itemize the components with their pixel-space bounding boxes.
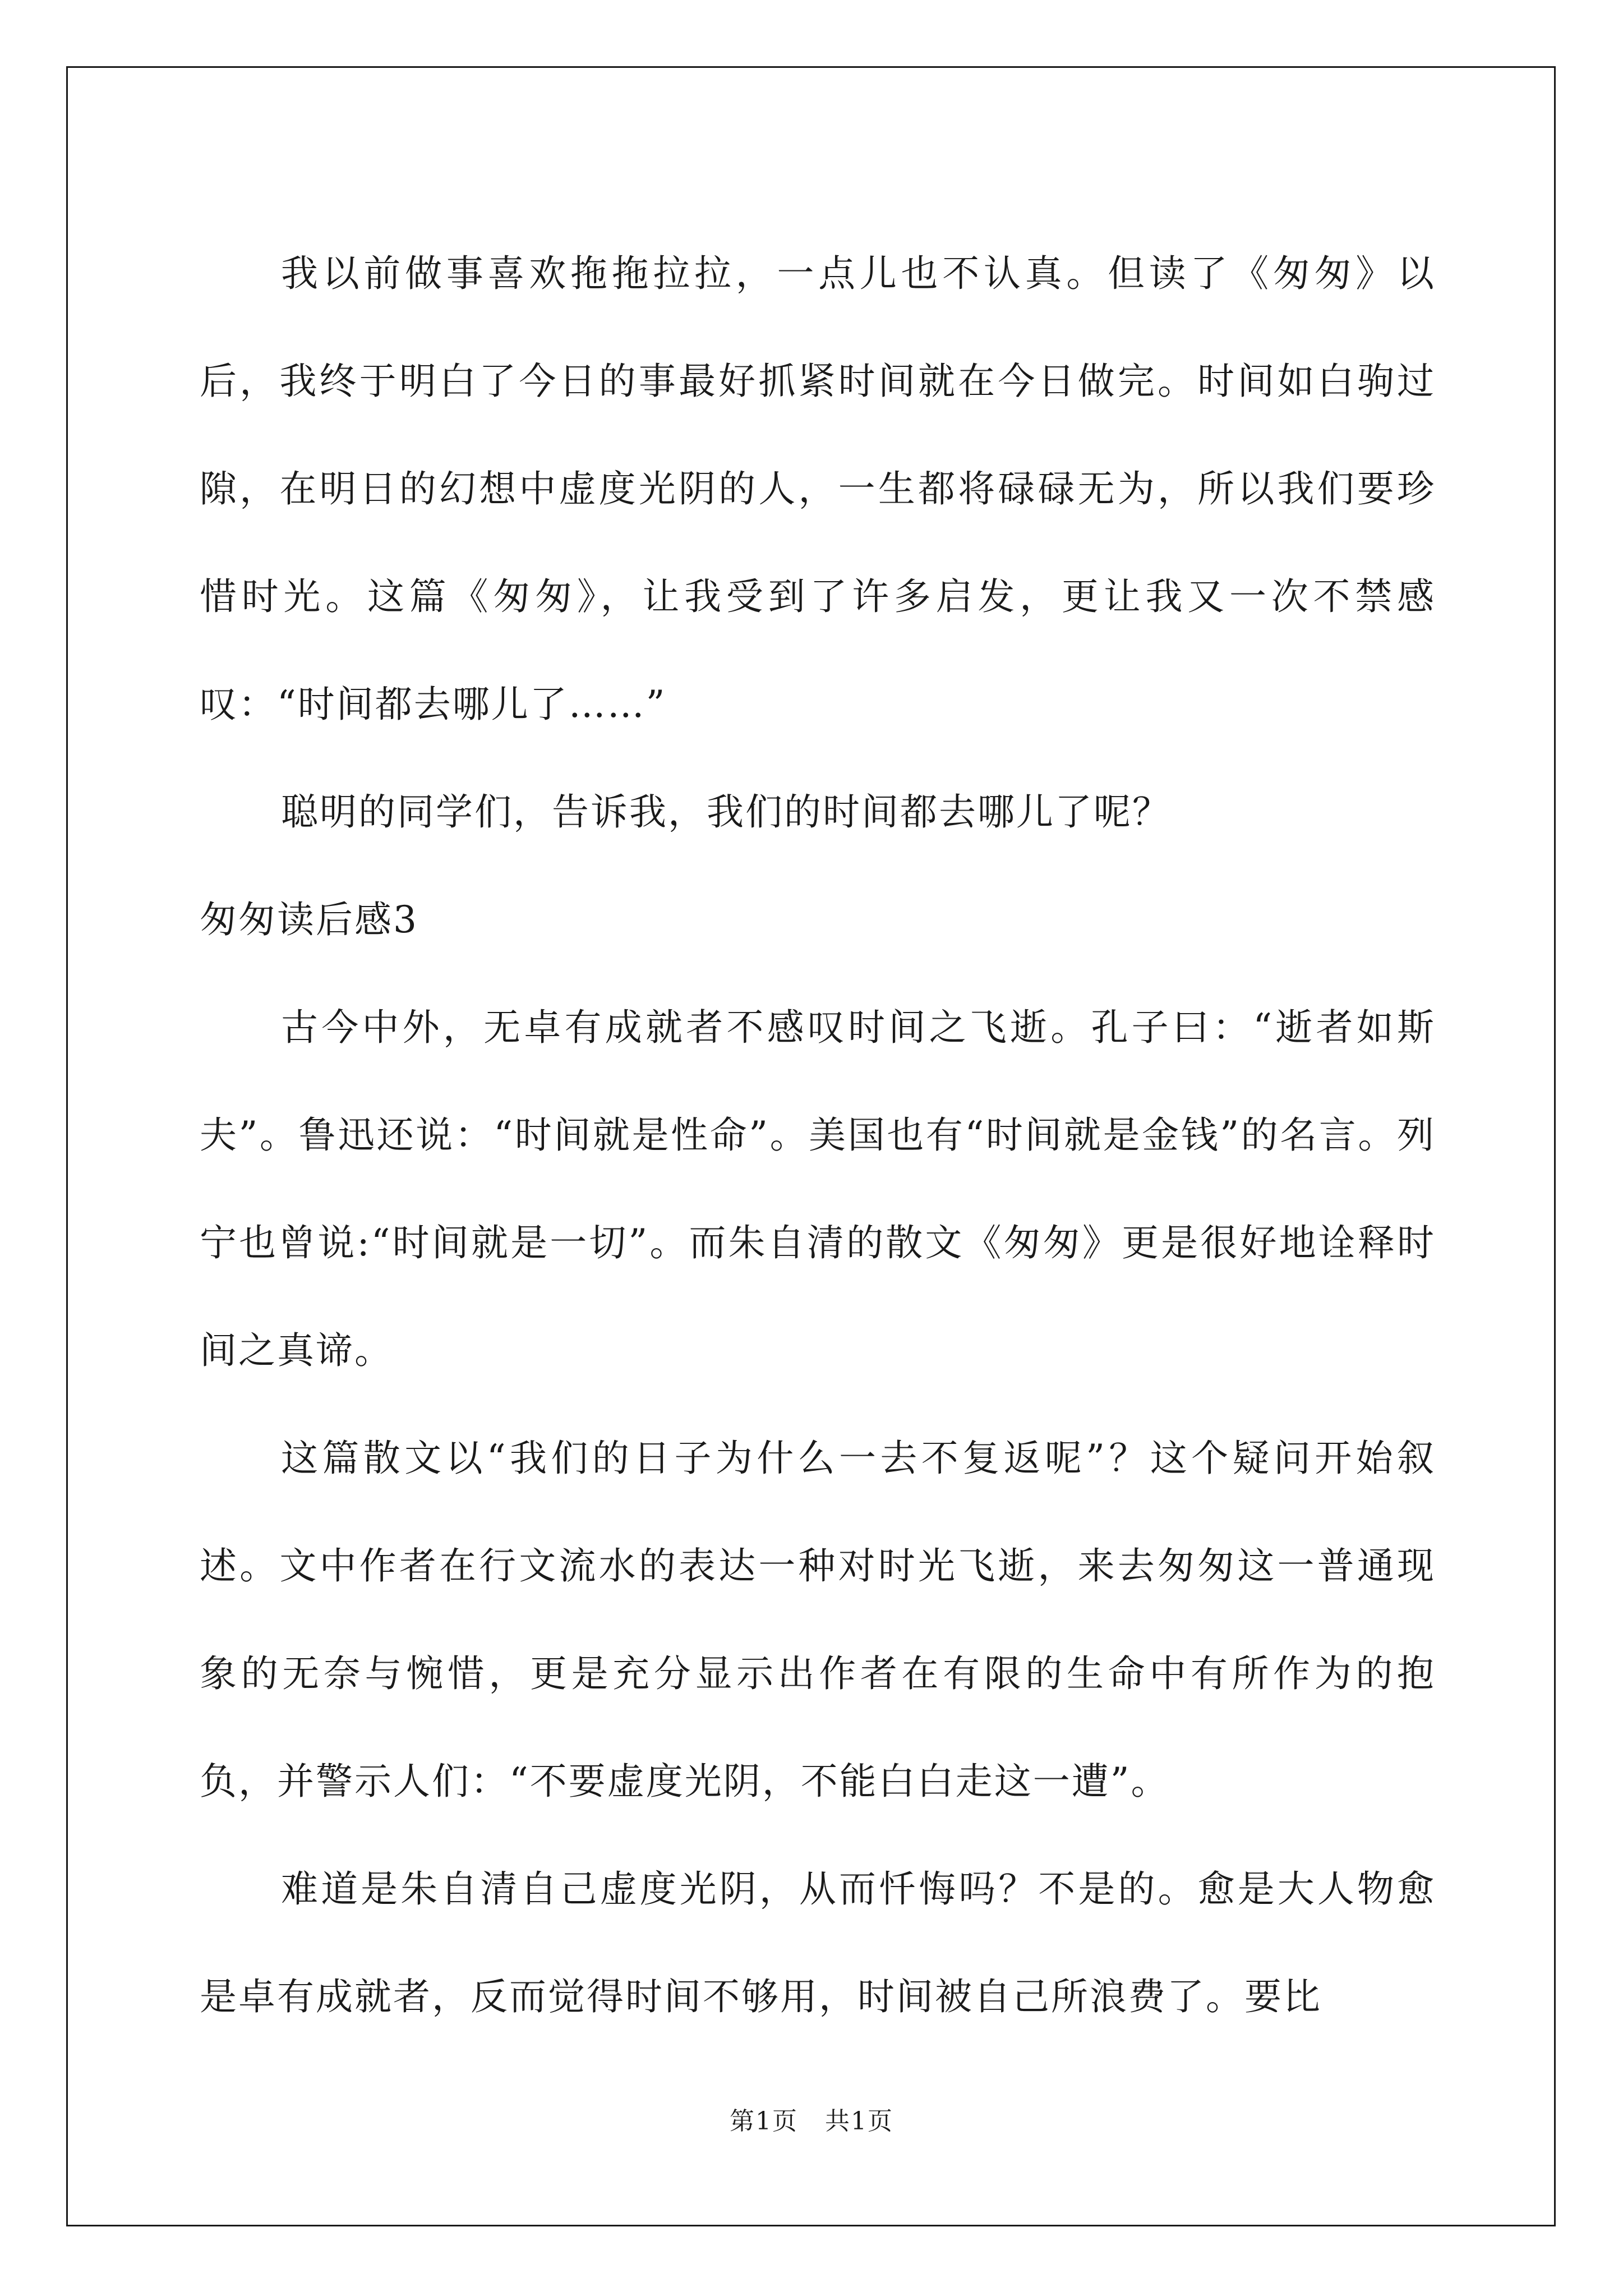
- page-number: 第1页: [730, 2107, 798, 2136]
- page-total: 共1页: [825, 2107, 893, 2136]
- paragraph-4: 这篇散文以“我们的日子为什么一去不复返呢”？这个疑问开始叙述。文中作者在行文流水的表达一种对时光飞逝，来去匆匆这一普通现象的无奈与惋惜，更是充分显示出作者在有限的生命中有所作为的抱负，并警示人们：“不要虚度光阴，不能白白走这一遭”。: [200, 1437, 1436, 1803]
- paragraph-1: 我以前做事喜欢拖拖拉拉，一点儿也不认真。但读了《匆匆》以后，我终于明白了今日的事最好抓紧时间就在今日做完。时间如白驹过隙，在明日的幻想中虚度光阴的人，一生都将碌碌无为，所以我们要珍惜时光。这篇《匆匆》，让我受到了许多启发，更让我又一次不禁感叹：“时间都去哪儿了……”: [200, 252, 1436, 726]
- page-footer: [0, 2101, 1623, 2137]
- paragraph-5: 难道是朱自清自己虚度光阴，从而忏悔吗？不是的。愈是大人物愈是卓有成就者，反而觉得时间不够用，时间被自己所浪费了。要比: [200, 1867, 1436, 2018]
- section-heading: 匆匆读后感3: [200, 898, 418, 941]
- paragraph-3: 古今中外，无卓有成就者不感叹时间之飞逝。孔子曰：“逝者如斯夫”。鲁迅还说：“时间就是性命”。美国也有“时间就是金钱”的名言。列宁也曾说:“时间就是一切”。而朱自清的散文《匆匆》更是很好地诠释时间之真谛。: [200, 1006, 1436, 1372]
- paragraph-2: 聪明的同学们，告诉我，我们的时间都去哪儿了呢？: [281, 790, 1171, 834]
- document-body: [200, 220, 1436, 2051]
